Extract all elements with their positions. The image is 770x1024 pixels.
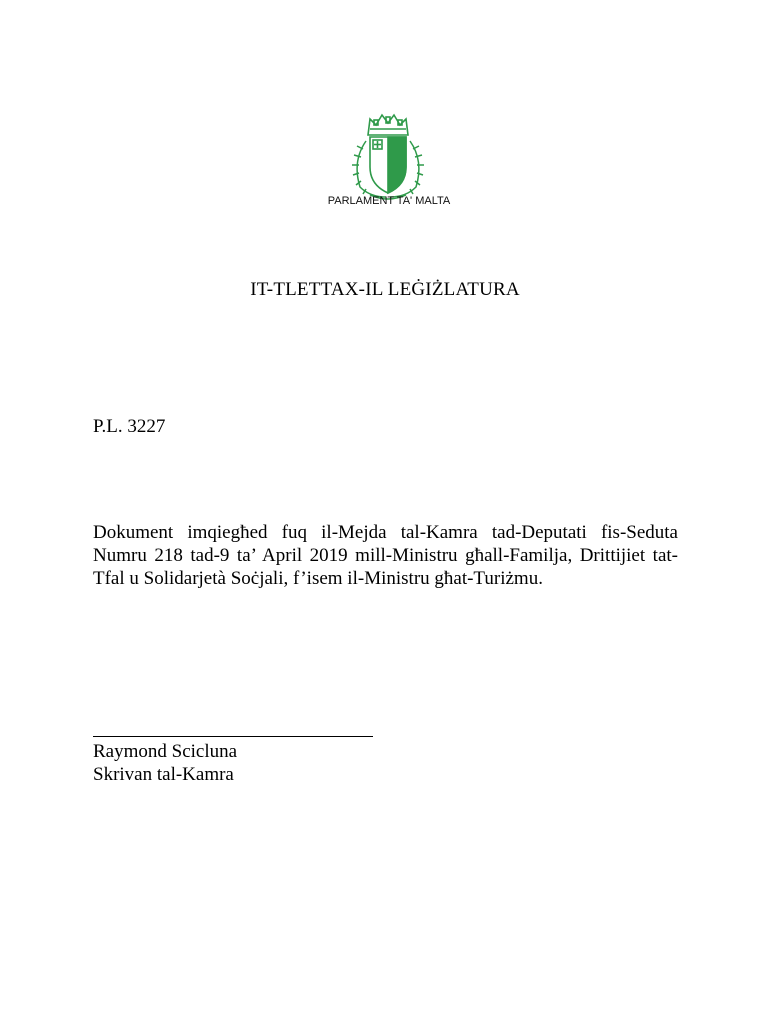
paper-number: P.L. 3227 [93, 416, 166, 437]
signatory-title: Skrivan tal-Kamra [93, 764, 234, 785]
parliament-emblem-logo [300, 105, 478, 237]
document-description: Dokument imqiegħed fuq il-Mejda tal-Kamra tad-Deputati fis-Seduta Numru 218 tad-9 ta’ April 2019 mill-Ministru għall-Familja, Drittijiet tat-Tfal u Solidarjetà Soċjali, f’isem il-Ministru għat-Turiżmu. [93, 522, 678, 589]
signatory-name: Raymond Scicluna [93, 741, 238, 762]
malta-coat-of-arms-icon [300, 105, 478, 237]
legislature-title: IT-TLETTAX-IL LEĠIŻLATURA [250, 279, 520, 300]
signatory-block [93, 740, 237, 786]
signature-line [93, 736, 373, 737]
logo-caption: PARLAMENT TA' MALTA [327, 195, 451, 207]
